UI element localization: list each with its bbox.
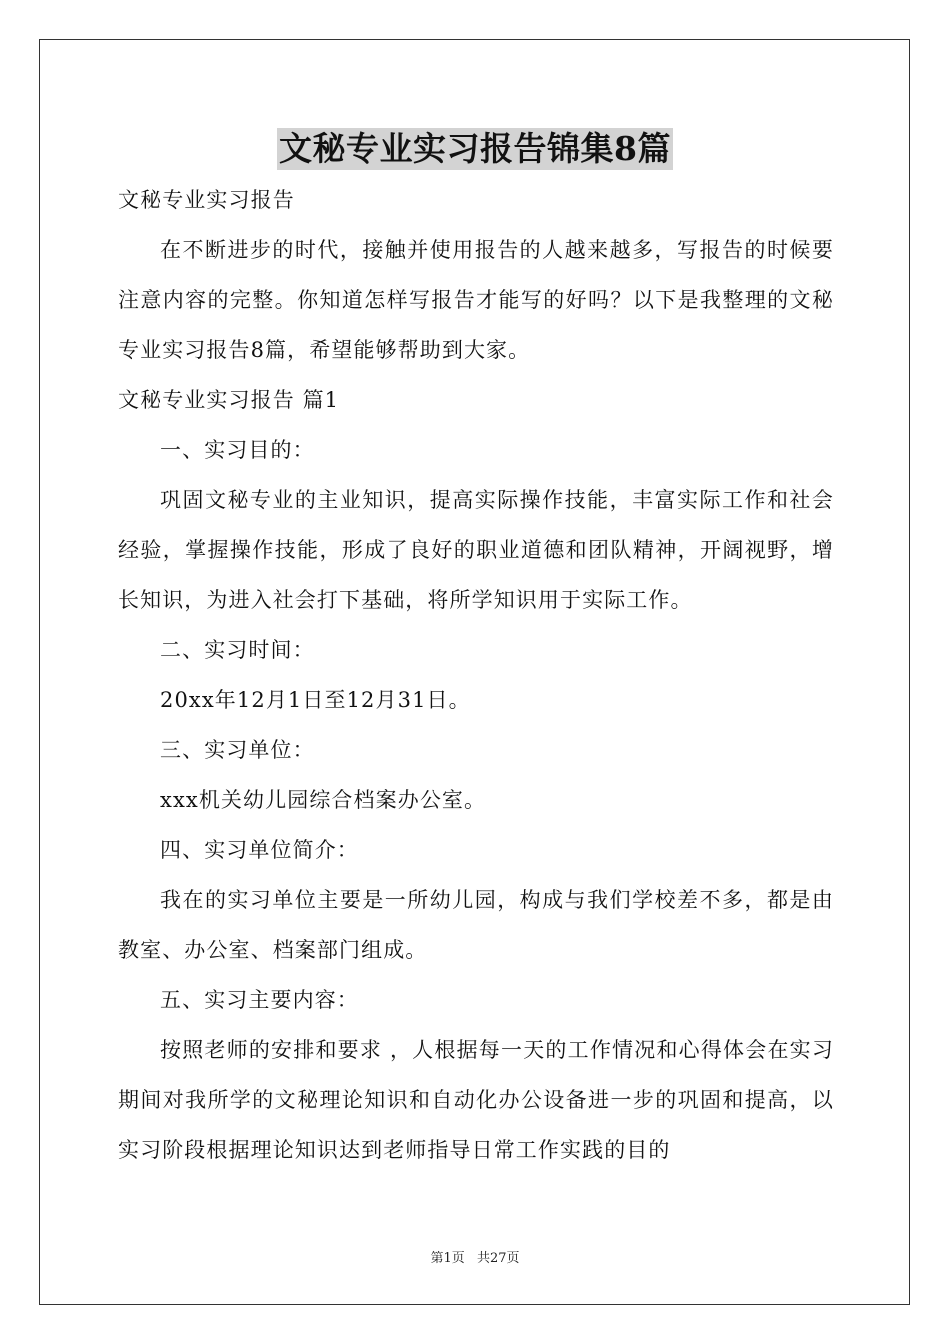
subheading-unit: 三、实习单位：	[160, 738, 315, 762]
unit-intro-paragraph: 我在的实习单位主要是一所幼儿园，构成与我们学校差不多，都是由教室、办公室、档案部门组成。	[118, 888, 834, 962]
title-container	[0, 128, 950, 170]
intro-paragraph: 在不断进步的时代，接触并使用报告的人越来越多，写报告的时候要注意内容的完整。你知道怎样写报告才能写的好吗？以下是我整理的文秘专业实习报告8篇，希望能够帮助到大家。	[118, 238, 834, 362]
document-body	[118, 175, 834, 1175]
subheading-unit-intro: 四、实习单位简介：	[160, 838, 359, 862]
content-paragraph: 按照老师的安排和要求 ，人根据每一天的工作情况和心得体会在实习期间对我所学的文秘理论知识和自动化办公设备进一步的巩固和提高，以实习阶段根据理论知识达到老师指导日常工作实践的目的	[118, 1038, 834, 1162]
page-number: 第1页	[430, 1251, 465, 1266]
page-footer	[0, 1247, 950, 1266]
subheading-time: 二、实习时间：	[160, 638, 315, 662]
section-heading: 文秘专业实习报告	[118, 188, 295, 212]
time-paragraph: 20xx年12月1日至12月31日。	[160, 688, 471, 712]
unit-paragraph: xxx机关幼儿园综合档案办公室。	[160, 788, 487, 812]
document-title: 文秘专业实习报告锦集8篇	[279, 129, 671, 168]
page-total: 共27页	[476, 1251, 520, 1266]
subheading-content: 五、实习主要内容：	[160, 988, 359, 1012]
subheading-purpose: 一、实习目的：	[160, 438, 315, 462]
purpose-paragraph: 巩固文秘专业的主业知识，提高实际操作技能，丰富实际工作和社会经验，掌握操作技能，形成了良好的职业道德和团队精神，开阔视野，增长知识，为进入社会打下基础，将所学知识用于实际工作。	[118, 488, 834, 612]
chapter-heading: 文秘专业实习报告 篇1	[118, 388, 340, 412]
